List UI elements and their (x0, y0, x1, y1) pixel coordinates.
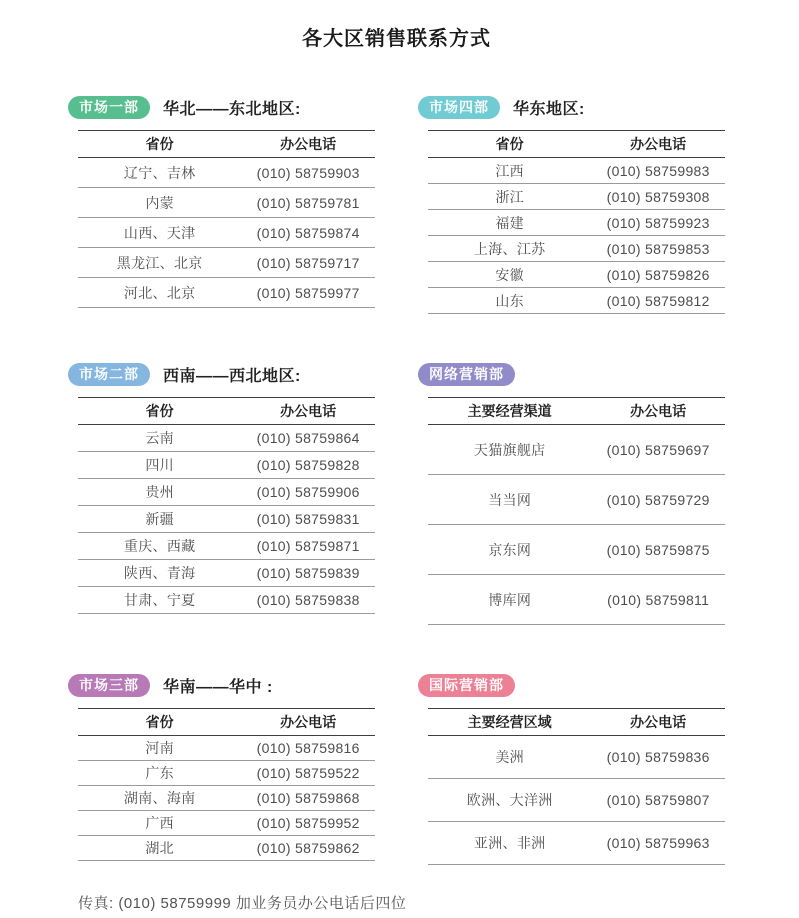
row-name-cell: 重庆、西藏 (123, 538, 196, 554)
table-header-row (78, 131, 375, 158)
table-row (78, 533, 375, 560)
row-name-cell: 广西 (145, 815, 174, 831)
row-name-cell: 河南 (145, 740, 174, 756)
section-header (418, 95, 725, 119)
contact-table (428, 397, 725, 625)
row-phone-cell: (010) 58759308 (606, 188, 710, 205)
table-row (428, 822, 725, 865)
row-phone-cell: (010) 58759828 (256, 457, 360, 473)
table-row (78, 218, 375, 248)
department-badge: 网络营销部 (418, 363, 515, 386)
row-phone-cell: (010) 58759903 (256, 164, 360, 181)
row-phone-cell: (010) 58759522 (256, 765, 360, 781)
region-subtitle: 华北——东北地区: (163, 100, 301, 118)
column-header-phone: 办公电话 (280, 403, 337, 419)
contact-table (78, 708, 375, 861)
table-row (428, 184, 725, 210)
contact-table (78, 130, 375, 308)
table-header-row (78, 709, 375, 736)
row-name-cell: 亚洲、非洲 (473, 835, 546, 851)
row-phone-cell: (010) 58759697 (606, 441, 710, 458)
table-row (428, 525, 725, 575)
row-phone-cell: (010) 58759983 (606, 162, 710, 179)
row-phone-cell: (010) 58759977 (256, 284, 360, 301)
table-row (78, 761, 375, 786)
row-name-cell: 天猫旗舰店 (473, 441, 546, 458)
contact-table (78, 397, 375, 614)
section-market-dept-1 (68, 95, 375, 314)
row-phone-cell: (010) 58759875 (606, 541, 710, 558)
row-name-cell: 浙江 (495, 188, 524, 205)
row-name-cell: 甘肃、宁夏 (123, 592, 196, 608)
table-row (428, 736, 725, 779)
column-header-province: 省份 (145, 136, 174, 152)
table-header-row (428, 131, 725, 158)
table-row (78, 736, 375, 761)
column-header-phone: 办公电话 (630, 403, 687, 419)
row-phone-cell: (010) 58759838 (256, 592, 360, 608)
table-row (78, 836, 375, 861)
column-header-region: 主要经营区域 (467, 714, 552, 730)
table-row (428, 475, 725, 525)
contact-table (428, 130, 725, 314)
region-subtitle: 西南——西北地区: (163, 367, 301, 385)
row-name-cell: 山西、天津 (123, 224, 196, 241)
column-header-channel: 主要经营渠道 (467, 403, 552, 419)
row-phone-cell: (010) 58759923 (606, 214, 710, 231)
row-phone-cell: (010) 58759812 (606, 292, 710, 309)
department-badge: 国际营销部 (418, 674, 515, 697)
row-phone-cell: (010) 58759729 (606, 491, 710, 508)
table-row (428, 210, 725, 236)
table-header-row (428, 709, 725, 736)
row-phone-cell: (010) 58759874 (256, 224, 360, 241)
row-name-cell: 湖南、海南 (123, 790, 196, 806)
table-header-row (78, 398, 375, 425)
column-header-phone: 办公电话 (280, 714, 337, 730)
section-header (418, 673, 725, 697)
row-name-cell: 安徽 (495, 266, 524, 283)
row-phone-cell: (010) 58759836 (606, 749, 710, 765)
row-phone-cell: (010) 58759839 (256, 565, 360, 581)
table-row (78, 786, 375, 811)
table-row (428, 288, 725, 314)
section-header (68, 673, 375, 697)
column-header-phone: 办公电话 (630, 714, 687, 730)
row-name-cell: 广东 (145, 765, 174, 781)
column-header-phone: 办公电话 (630, 136, 687, 152)
department-badge: 市场四部 (418, 96, 500, 119)
row-name-cell: 福建 (495, 214, 524, 231)
section-international-marketing-dept (418, 673, 725, 865)
page-title: 各大区销售联系方式 (302, 28, 491, 50)
row-name-cell: 欧洲、大洋洲 (466, 792, 553, 808)
row-phone-cell: (010) 58759826 (606, 266, 710, 283)
department-badge: 市场三部 (68, 674, 150, 697)
row-name-cell: 河北、北京 (123, 284, 196, 301)
row-phone-cell: (010) 58759717 (256, 254, 360, 271)
row-name-cell: 四川 (145, 457, 174, 473)
column-header-phone: 办公电话 (280, 136, 337, 152)
table-row (78, 158, 375, 188)
row-name-cell: 博库网 (488, 591, 532, 608)
row-phone-cell: (010) 58759871 (256, 538, 360, 554)
column-header-province: 省份 (145, 714, 174, 730)
table-row (428, 425, 725, 475)
contact-table (428, 708, 725, 865)
table-row (428, 262, 725, 288)
row-name-cell: 湖北 (145, 840, 174, 856)
row-name-cell: 京东网 (488, 541, 532, 558)
table-header-row (428, 398, 725, 425)
region-subtitle: 华南——华中 : (163, 678, 273, 696)
row-name-cell: 黑龙江、北京 (116, 254, 203, 271)
row-phone-cell: (010) 58759906 (256, 484, 360, 500)
row-phone-cell: (010) 58759963 (606, 835, 710, 851)
column-header-province: 省份 (145, 403, 174, 419)
table-row (78, 248, 375, 278)
section-market-dept-4 (418, 95, 725, 314)
table-row (78, 587, 375, 614)
row-name-cell: 山东 (495, 292, 524, 309)
section-market-dept-3 (68, 673, 375, 865)
table-row (78, 452, 375, 479)
table-row (428, 158, 725, 184)
row-phone-cell: (010) 58759952 (256, 815, 360, 831)
row-phone-cell: (010) 58759853 (606, 240, 710, 257)
row-phone-cell: (010) 58759831 (256, 511, 360, 527)
row-name-cell: 上海、江苏 (473, 240, 546, 257)
region-subtitle: 华东地区: (513, 100, 585, 118)
table-row (78, 560, 375, 587)
table-row (78, 479, 375, 506)
section-header (68, 95, 375, 119)
section-online-marketing-dept (418, 362, 725, 625)
table-row (428, 575, 725, 625)
department-badge: 市场二部 (68, 363, 150, 386)
row-phone-cell: (010) 58759811 (607, 591, 710, 608)
row-name-cell: 内蒙 (145, 194, 174, 211)
fax-note: 传真: (010) 58759999 加业务员办公电话后四位 (78, 895, 407, 912)
table-row (78, 425, 375, 452)
row-name-cell: 当当网 (488, 491, 532, 508)
section-header (418, 362, 725, 386)
section-market-dept-2 (68, 362, 375, 625)
row-name-cell: 云南 (145, 430, 174, 446)
row-name-cell: 贵州 (145, 484, 174, 500)
row-name-cell: 陕西、青海 (123, 565, 196, 581)
row-phone-cell: (010) 58759781 (256, 194, 360, 211)
column-header-province: 省份 (495, 136, 524, 152)
row-name-cell: 辽宁、吉林 (123, 164, 196, 181)
table-row (78, 506, 375, 533)
row-name-cell: 江西 (495, 162, 524, 179)
row-phone-cell: (010) 58759862 (256, 840, 360, 856)
table-row (428, 779, 725, 822)
row-name-cell: 美洲 (495, 749, 524, 765)
row-phone-cell: (010) 58759868 (256, 790, 360, 806)
row-phone-cell: (010) 58759807 (606, 792, 710, 808)
table-row (78, 188, 375, 218)
sections-grid (68, 95, 725, 865)
row-phone-cell: (010) 58759864 (256, 430, 360, 446)
row-name-cell: 新疆 (145, 511, 174, 527)
table-row (428, 236, 725, 262)
row-phone-cell: (010) 58759816 (256, 740, 360, 756)
table-row (78, 278, 375, 308)
department-badge: 市场一部 (68, 96, 150, 119)
section-header (68, 362, 375, 386)
table-row (78, 811, 375, 836)
